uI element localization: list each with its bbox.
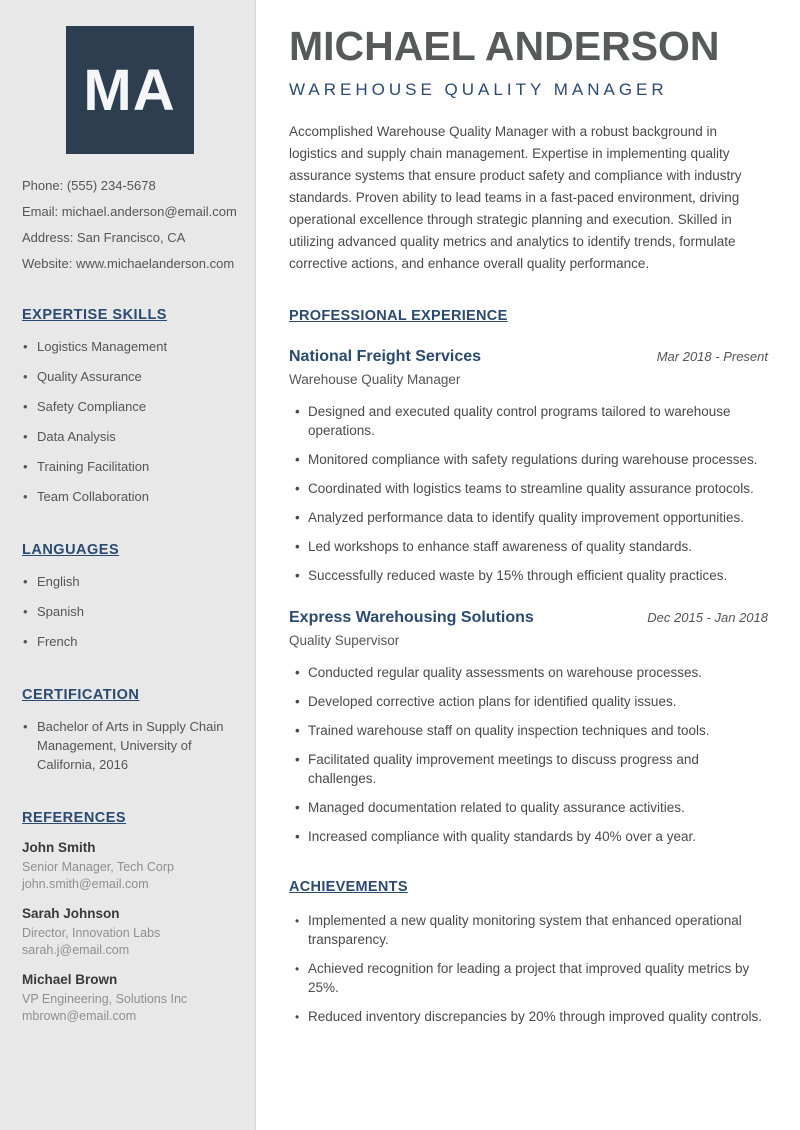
sidebar bbox=[0, 0, 256, 1130]
skill-item: • Safety Compliance bbox=[22, 397, 237, 416]
job-bullet: • Conducted regular quality assessments on warehouse processes. bbox=[289, 663, 768, 682]
reference-entry bbox=[22, 972, 237, 1025]
skill-item: • Quality Assurance bbox=[22, 367, 237, 386]
languages-heading: LANGUAGES bbox=[22, 542, 120, 558]
reference-title: VP Engineering, Solutions Inc bbox=[22, 992, 188, 1006]
reference-entry bbox=[22, 840, 237, 893]
achievement-bullet: • Reduced inventory discrepancies by 20% through improved quality controls. bbox=[289, 1007, 768, 1026]
monogram-initials: MA bbox=[83, 57, 176, 123]
certification-heading: CERTIFICATION bbox=[22, 687, 140, 703]
reference-name: Michael Brown bbox=[22, 972, 118, 987]
language-item: • Spanish bbox=[22, 602, 237, 621]
skill-item: • Team Collaboration bbox=[22, 487, 237, 506]
job-bullet: • Monitored compliance with safety regulations during warehouse processes. bbox=[289, 450, 768, 469]
reference-title: Senior Manager, Tech Corp bbox=[22, 860, 174, 874]
experience-heading: PROFESSIONAL EXPERIENCE bbox=[289, 308, 508, 324]
person-name: MICHAEL ANDERSON bbox=[289, 23, 720, 69]
reference-title: Director, Innovation Labs bbox=[22, 926, 161, 940]
achievement-bullet: • Implemented a new quality monitoring system that enhanced operational transparency. bbox=[289, 911, 768, 949]
references-heading: REFERENCES bbox=[22, 810, 127, 826]
job-role: Quality Supervisor bbox=[289, 633, 400, 648]
languages-list bbox=[22, 572, 237, 651]
reference-entry bbox=[22, 906, 237, 959]
job-entry bbox=[289, 609, 768, 846]
job-bullet: • Successfully reduced waste by 15% through efficient quality practices. bbox=[289, 566, 768, 585]
contact-block bbox=[22, 178, 237, 271]
achievements-heading: ACHIEVEMENTS bbox=[289, 879, 408, 895]
job-bullet: • Managed documentation related to quality assurance activities. bbox=[289, 798, 768, 817]
job-bullet: • Designed and executed quality control programs tailored to warehouse operations. bbox=[289, 402, 768, 440]
job-header bbox=[289, 609, 768, 627]
language-item: • English bbox=[22, 572, 237, 591]
contact-email: Email: michael.anderson@email.com bbox=[22, 204, 237, 219]
company-name: Express Warehousing Solutions bbox=[289, 609, 534, 626]
contact-phone: Phone: (555) 234-5678 bbox=[22, 178, 156, 193]
job-bullet: • Increased compliance with quality standards by 40% over a year. bbox=[289, 827, 768, 846]
skills-list bbox=[22, 337, 237, 506]
skill-item: • Training Facilitation bbox=[22, 457, 237, 476]
job-entry bbox=[289, 348, 768, 585]
job-role: Warehouse Quality Manager bbox=[289, 372, 461, 387]
job-bullet: • Facilitated quality improvement meetings to discuss progress and challenges. bbox=[289, 750, 768, 788]
person-job-title: WAREHOUSE QUALITY MANAGER bbox=[289, 80, 668, 99]
company-name: National Freight Services bbox=[289, 348, 482, 365]
achievements-list bbox=[289, 911, 768, 1026]
monogram-badge bbox=[66, 26, 194, 154]
job-bullet-list bbox=[289, 402, 768, 585]
job-bullet-list bbox=[289, 663, 768, 846]
reference-email: sarah.j@email.com bbox=[22, 943, 130, 957]
language-item: • French bbox=[22, 632, 237, 651]
certification-list bbox=[22, 717, 237, 774]
job-bullet: • Developed corrective action plans for identified quality issues. bbox=[289, 692, 768, 711]
professional-summary: Accomplished Warehouse Quality Manager with a robust background in logistics and supply chain management. Expertise in implementing quality assurance systems that ensure product safety and compliance with industry standards. Proven ability to lead teams in a fast-paced environment, driving operational excellence through strategic planning and execution. Skilled in utilizing advanced quality metrics and analytics to identify trends, formulate corrective actions, and enhance overall quality performance. bbox=[289, 124, 742, 271]
contact-address: Address: San Francisco, CA bbox=[22, 230, 186, 245]
job-header bbox=[289, 348, 768, 366]
contact-website: Website: www.michaelanderson.com bbox=[22, 256, 235, 271]
reference-email: john.smith@email.com bbox=[22, 877, 149, 891]
skill-item: • Data Analysis bbox=[22, 427, 237, 446]
reference-email: mbrown@email.com bbox=[22, 1009, 137, 1023]
certification-item: • Bachelor of Arts in Supply Chain Management, University of California, 2016 bbox=[22, 717, 237, 774]
job-dates: Mar 2018 - Present bbox=[656, 349, 768, 364]
job-bullet: • Led workshops to enhance staff awareness of quality standards. bbox=[289, 537, 768, 556]
reference-name: John Smith bbox=[22, 840, 96, 855]
job-bullet: • Coordinated with logistics teams to streamline quality assurance protocols. bbox=[289, 479, 768, 498]
achievement-bullet: • Achieved recognition for leading a project that improved quality metrics by 25%. bbox=[289, 959, 768, 997]
resume-main bbox=[256, 0, 800, 1130]
job-bullet: • Trained warehouse staff on quality inspection techniques and tools. bbox=[289, 721, 768, 740]
job-dates: Dec 2015 - Jan 2018 bbox=[647, 610, 768, 625]
skills-heading: EXPERTISE SKILLS bbox=[22, 307, 167, 323]
reference-name: Sarah Johnson bbox=[22, 906, 120, 921]
job-bullet: • Analyzed performance data to identify quality improvement opportunities. bbox=[289, 508, 768, 527]
skill-item: • Logistics Management bbox=[22, 337, 237, 356]
